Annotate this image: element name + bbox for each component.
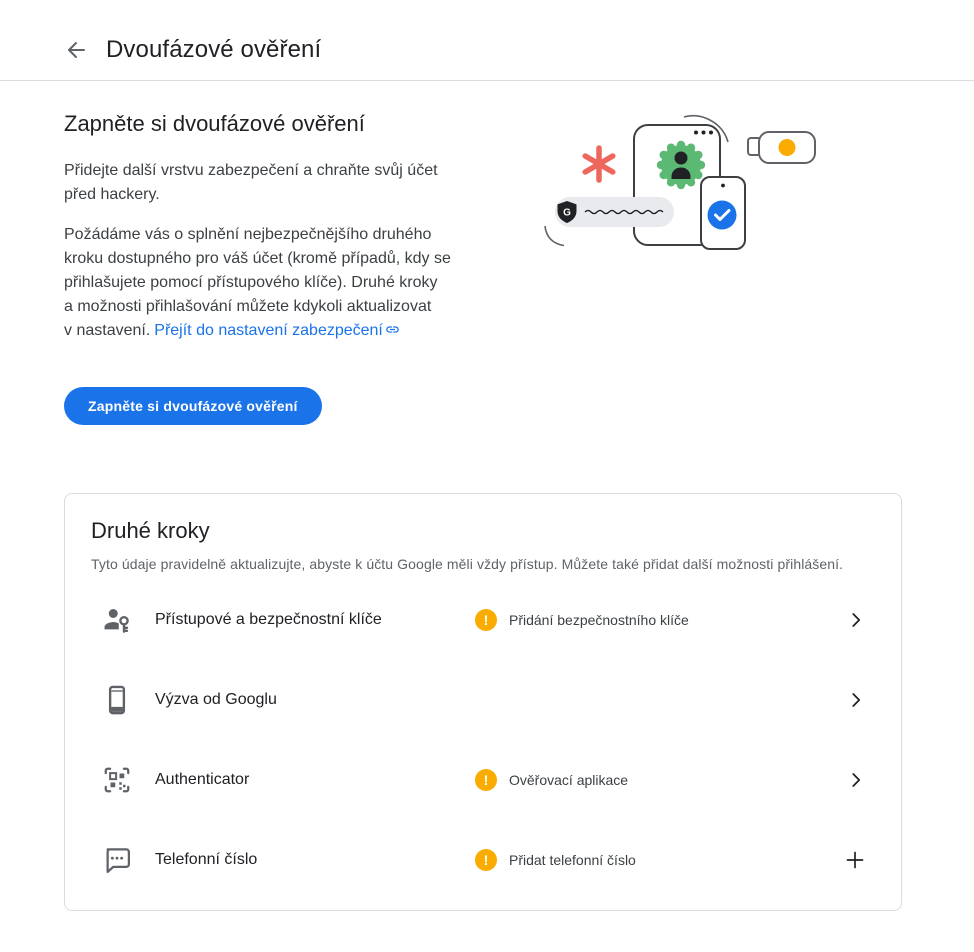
password-pill-graphic (555, 197, 674, 227)
row-label: Authenticator (155, 771, 250, 788)
security-settings-link[interactable]: Přejít do nastavení zabezpečení (154, 322, 400, 339)
intro-paragraph-1: Přidejte další vrstvu zabezpečení a chraňte svůj účet před hackery. (64, 162, 438, 203)
intro-heading: Zapněte si dvoufázové ověření (64, 111, 365, 136)
back-button[interactable] (62, 36, 90, 64)
intro-paragraph-2: Požádáme vás o splnění nejbezpečnějšího druhého kroku dostupného pro váš účet (kromě případů, kdy se přihlašujete pomocí přístupového klíče). Druhé kroky a možnosti přihlašování můžete kdykoli aktualizovat v nastavení. Přejít do nastavení zabezpečení (64, 226, 451, 339)
sms-icon (101, 845, 133, 875)
row-label: Přístupové a bezpečnostní klíče (155, 611, 382, 628)
page-header (0, 0, 974, 81)
card-title: Druhé kroky (91, 518, 210, 543)
chevron-right-icon[interactable] (845, 609, 867, 631)
row-status-text: Ověřovací aplikace (509, 772, 629, 788)
alert-badge-icon: ! (475, 849, 497, 871)
qr-code-icon (101, 765, 133, 795)
page-title: Dvoufázové ověření (106, 36, 322, 63)
row-passkeys[interactable] (65, 580, 901, 660)
second-steps-card (64, 493, 902, 911)
row-google-prompt[interactable] (65, 660, 901, 740)
link-icon (385, 322, 400, 337)
alert-badge-icon: ! (475, 769, 497, 791)
phone-check-graphic (701, 177, 745, 249)
intro-section (64, 111, 902, 425)
row-status-text: Přidat telefonní číslo (509, 852, 636, 868)
asterisk-icon (585, 148, 613, 180)
phone-icon (101, 685, 133, 715)
main-content (0, 81, 974, 911)
passkey-icon (101, 605, 133, 635)
chevron-right-icon[interactable] (845, 769, 867, 791)
svg-text:G: G (563, 207, 571, 219)
row-status-text: Přidání bezpečnostního klíče (509, 612, 689, 628)
arc-bottom-left (545, 226, 564, 246)
check-circle (708, 201, 737, 230)
arrow-left-icon (64, 38, 88, 62)
row-authenticator[interactable] (65, 740, 901, 820)
alert-badge-icon: ! (475, 609, 497, 631)
row-label: Telefonní číslo (155, 851, 258, 868)
row-phone-number[interactable] (65, 820, 901, 900)
card-subtitle: Tyto údaje pravidelně aktualizujte, abyste k účtu Google měli vždy přístup. Můžete také přidat další možnosti přihlášení. (91, 556, 844, 572)
enable-two-step-button[interactable]: Zapněte si dvoufázové ověření (64, 387, 322, 425)
row-label: Výzva od Googlu (155, 691, 277, 708)
security-key-graphic (748, 132, 815, 163)
plus-icon[interactable] (843, 848, 867, 872)
security-illustration (532, 95, 832, 272)
chevron-right-icon[interactable] (845, 689, 867, 711)
